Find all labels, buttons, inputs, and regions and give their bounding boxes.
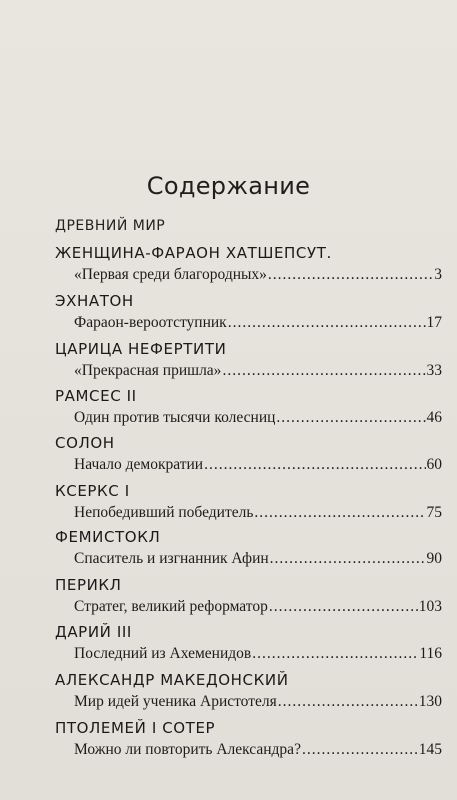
- toc-entry[interactable]: [74, 741, 442, 759]
- page-number: 103: [418, 598, 442, 615]
- section-heading: ДРЕВНИЙ МИР: [55, 218, 166, 234]
- toc-entry-title: Мир идей ученика Аристотеля: [74, 693, 277, 710]
- toc-entry-title: Один против тысячи колесниц: [74, 409, 276, 426]
- toc-entry-title: Фараон-вероотступник: [74, 314, 227, 331]
- toc-heading: ПЕРИКЛ: [55, 576, 122, 594]
- toc-entry-title: Непобедивший победитель: [74, 504, 254, 521]
- toc-heading: ЖЕНЩИНА-ФАРАОН ХАТШЕПСУТ.: [55, 244, 332, 262]
- page-number: 33: [426, 362, 442, 379]
- toc-heading: ДАРИЙ III: [55, 623, 132, 641]
- toc-entry[interactable]: [74, 362, 442, 380]
- toc-heading: ФЕМИСТОКЛ: [55, 528, 161, 546]
- toc-heading: ПТОЛЕМЕЙ I СОТЕР: [55, 719, 216, 737]
- toc-entry-title: «Первая среди благородных»: [74, 266, 267, 283]
- dot-leader: [276, 409, 425, 427]
- dot-leader: [302, 741, 418, 759]
- page-number: 145: [418, 741, 442, 758]
- toc-entry-title: Стратег, великий реформатор: [74, 598, 268, 615]
- page-title: Содержание: [146, 172, 311, 200]
- page-number: 60: [426, 456, 442, 473]
- toc-heading: ЦАРИЦА НЕФЕРТИТИ: [55, 340, 227, 358]
- dot-leader: [252, 645, 418, 663]
- toc-entry[interactable]: [74, 504, 442, 522]
- page-number: 75: [426, 504, 442, 521]
- dot-leader: [204, 456, 425, 474]
- toc-entry-title: Можно ли повторить Александра?: [74, 741, 301, 758]
- dot-leader: [268, 266, 433, 284]
- dot-leader: [254, 504, 425, 522]
- dot-leader: [222, 362, 425, 380]
- toc-entry-title: «Прекрасная пришла»: [74, 362, 222, 379]
- page-number: 90: [426, 550, 442, 567]
- dot-leader: [269, 598, 418, 616]
- toc-entry-title: Последний из Ахеменидов: [74, 645, 252, 662]
- dot-leader: [270, 550, 426, 568]
- toc-heading: КСЕРКС I: [55, 482, 130, 500]
- page-number: 130: [418, 693, 442, 710]
- toc-entry[interactable]: [74, 693, 442, 711]
- toc-heading: АЛЕКСАНДР МАКЕДОНСКИЙ: [55, 671, 289, 689]
- toc-entry[interactable]: [74, 456, 442, 474]
- page-number: 116: [419, 645, 442, 662]
- toc-heading: СОЛОН: [55, 434, 115, 452]
- page-number: 46: [426, 409, 442, 426]
- toc-entry-title: Начало демократии: [74, 456, 204, 473]
- toc-entry[interactable]: [74, 550, 442, 568]
- toc-entry[interactable]: [74, 314, 442, 332]
- toc-heading: ЭХНАТОН: [55, 292, 134, 310]
- dot-leader: [278, 693, 418, 711]
- page-number: 3: [434, 266, 442, 283]
- toc-entry[interactable]: [74, 409, 442, 427]
- toc-entry[interactable]: [74, 645, 442, 663]
- dot-leader: [228, 314, 426, 332]
- page-number: 17: [426, 314, 442, 331]
- toc-entry[interactable]: [74, 598, 442, 616]
- toc-entry[interactable]: [74, 266, 442, 284]
- toc-entry-title: Спаситель и изгнанник Афин: [74, 550, 269, 567]
- toc-heading: РАМСЕС II: [55, 387, 137, 405]
